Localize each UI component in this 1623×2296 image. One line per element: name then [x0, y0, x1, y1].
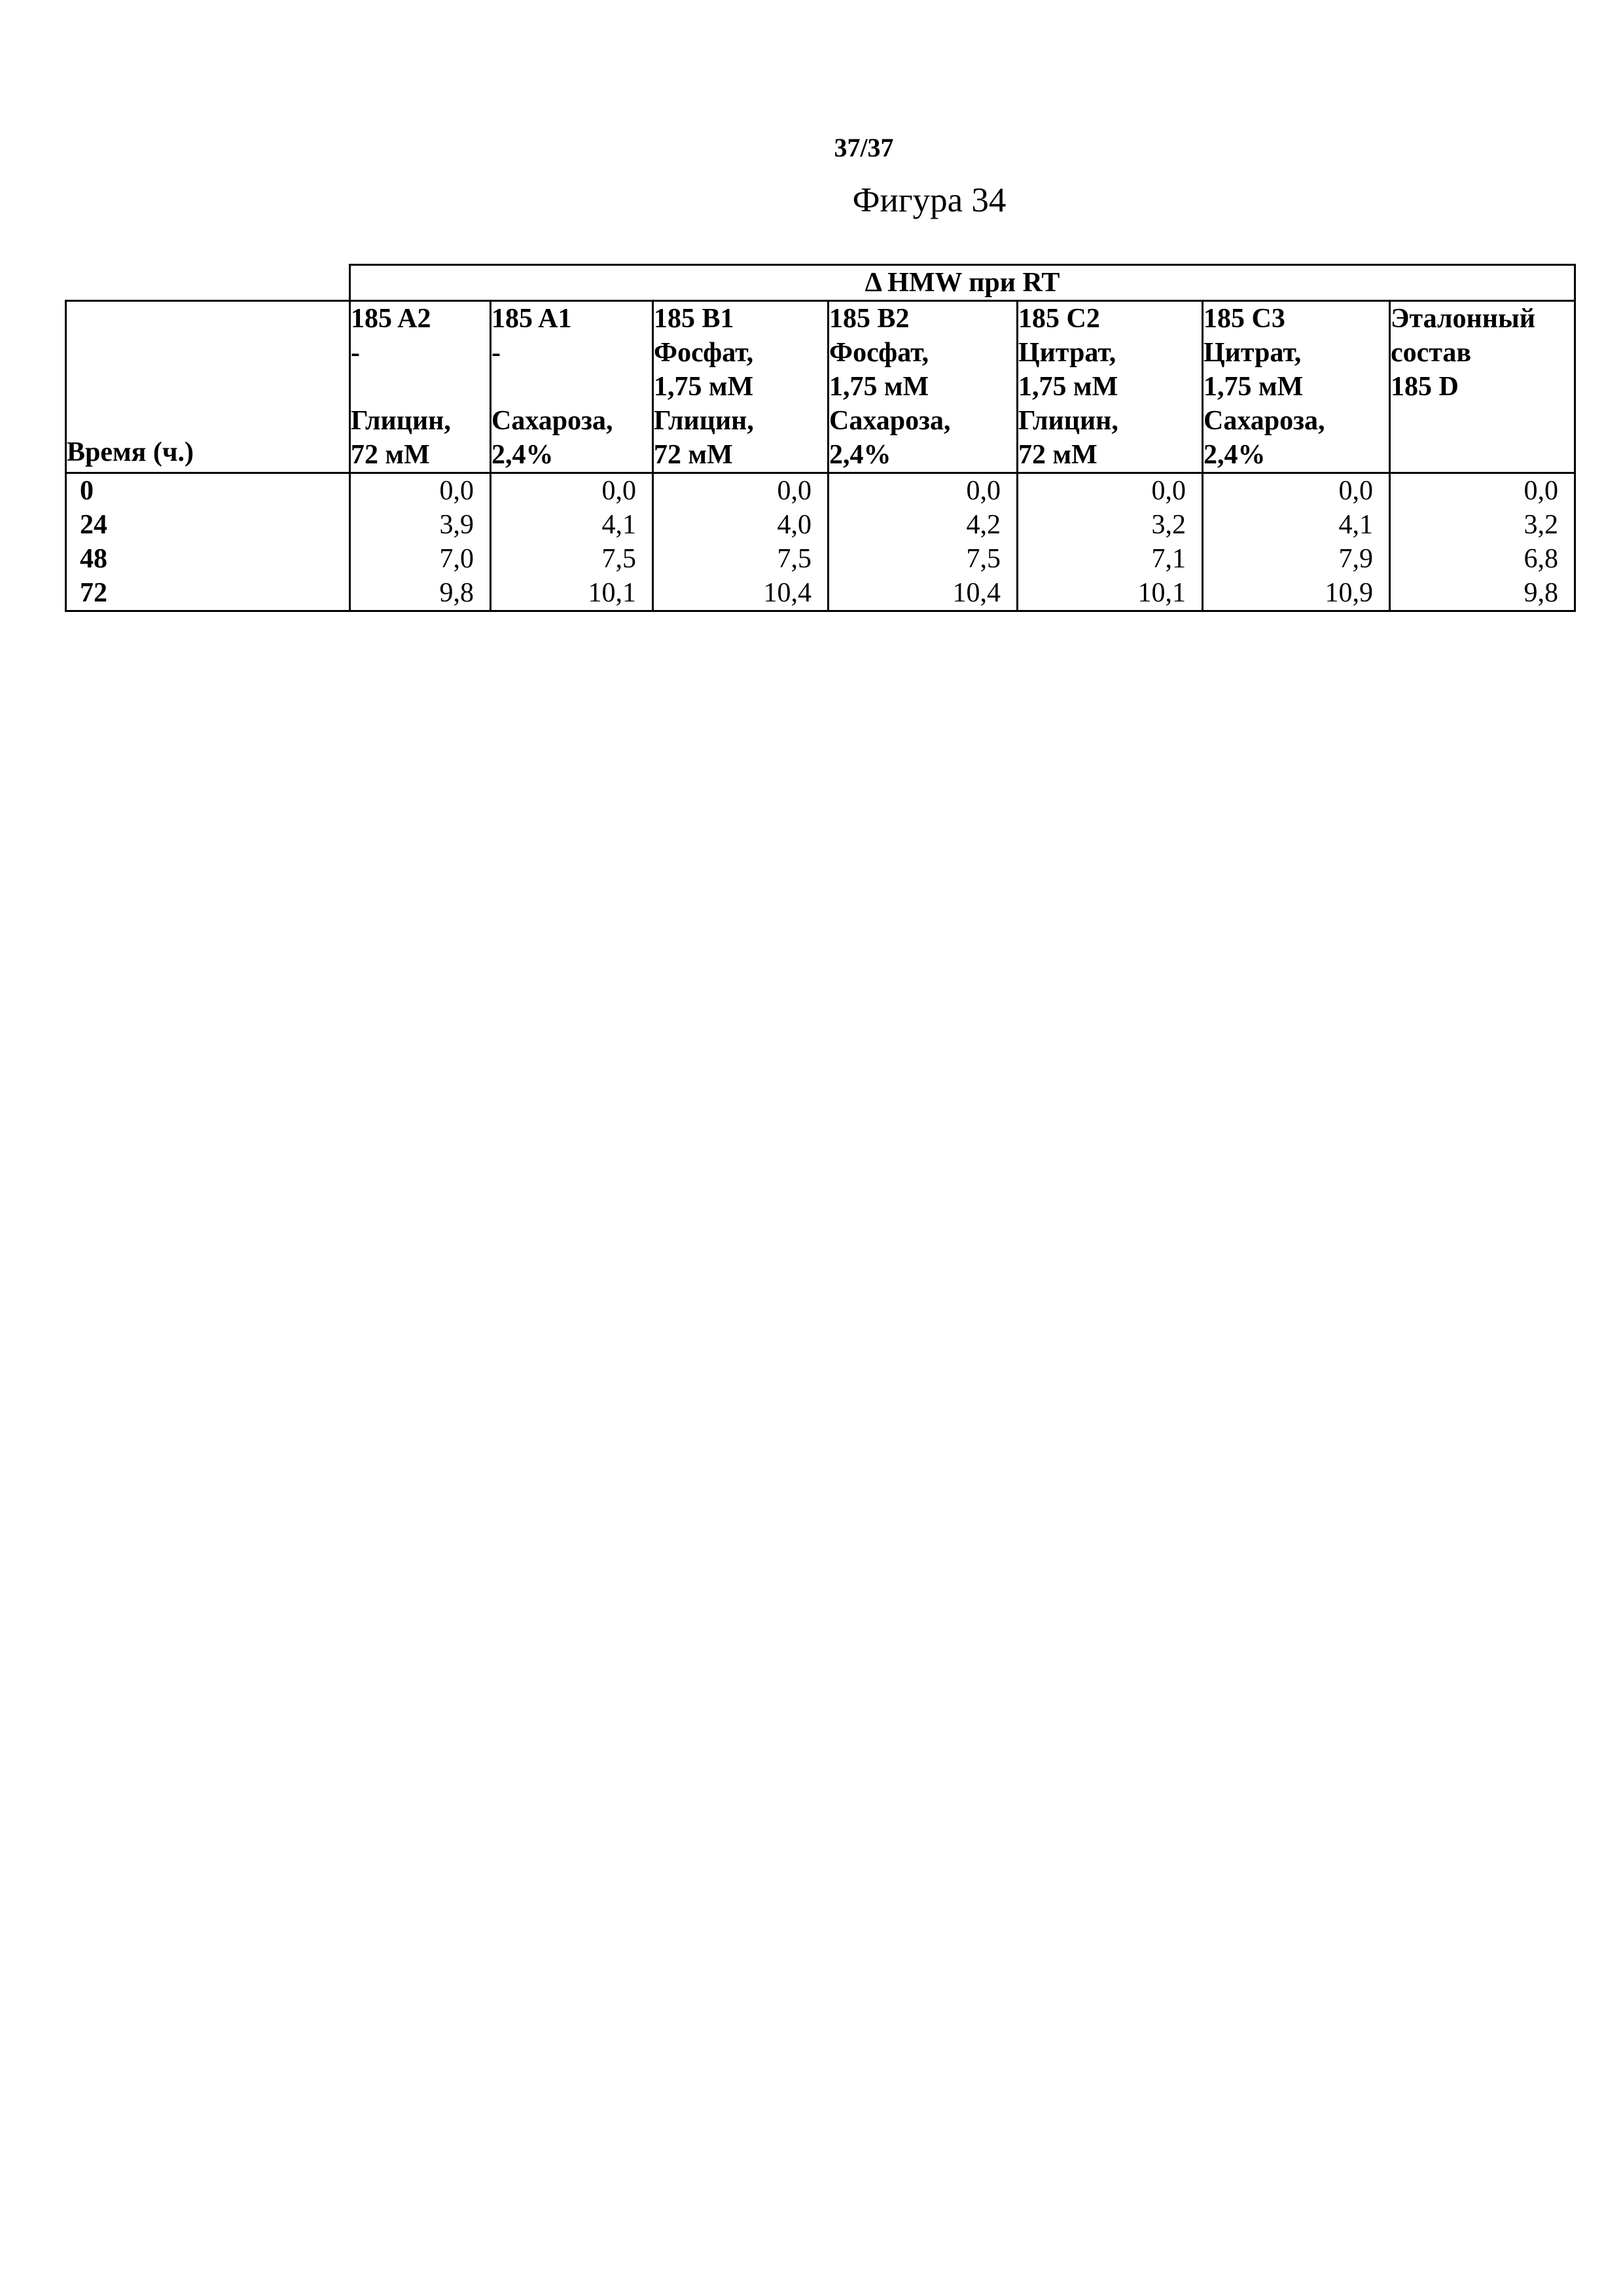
column-header-line: 1,75 мМ: [1018, 372, 1118, 402]
value-cell: 9,8: [1390, 576, 1575, 611]
column-header-line: 185 A2: [351, 304, 431, 334]
value-cell: 0,0: [1018, 473, 1203, 509]
value-cell: 6,8: [1390, 542, 1575, 576]
column-header-line: 72 мМ: [351, 440, 430, 470]
time-cell: 0: [66, 473, 350, 509]
column-header-line: 72 мМ: [654, 440, 733, 470]
column-header-line: Сахароза,: [491, 406, 613, 436]
table-row: [66, 576, 1575, 611]
column-header-row: [66, 301, 1575, 473]
figure-title: Фигура 34: [852, 181, 1007, 219]
value-cell: 0,0: [1203, 473, 1390, 509]
value-cell: 3,2: [1018, 508, 1203, 542]
time-cell: 24: [66, 508, 350, 542]
value-cell: 4,2: [829, 508, 1018, 542]
column-header-line: 2,4%: [1204, 440, 1266, 470]
column-header: [1203, 301, 1390, 473]
value-cell: 10,4: [653, 576, 829, 611]
value-cell: 4,1: [1203, 508, 1390, 542]
column-header-line: -: [491, 338, 501, 368]
column-header-line: 72 мМ: [1018, 440, 1097, 470]
column-header: [829, 301, 1018, 473]
value-cell: 0,0: [829, 473, 1018, 509]
value-cell: 7,5: [491, 542, 653, 576]
value-cell: 10,4: [829, 576, 1018, 611]
value-cell: 4,1: [491, 508, 653, 542]
data-table: [65, 264, 1576, 612]
column-header-line: Цитрат,: [1204, 338, 1302, 368]
column-header-line: Фосфат,: [829, 338, 929, 368]
group-header: Δ HMW при RT: [350, 265, 1575, 301]
column-header-line: Сахароза,: [1204, 406, 1325, 436]
table-row: [66, 542, 1575, 576]
column-header-line: [1391, 404, 1574, 438]
column-header-line: 185 B1: [654, 304, 734, 334]
value-cell: 0,0: [653, 473, 829, 509]
column-header-line: Глицин,: [1018, 406, 1118, 436]
value-cell: 7,1: [1018, 542, 1203, 576]
value-cell: 10,1: [1018, 576, 1203, 611]
column-header-line: Сахароза,: [829, 406, 951, 436]
value-cell: 7,5: [653, 542, 829, 576]
column-header: [350, 301, 491, 473]
value-cell: 0,0: [491, 473, 653, 509]
time-cell: 72: [66, 576, 350, 611]
column-header: [491, 301, 653, 473]
value-cell: 7,5: [829, 542, 1018, 576]
value-cell: 9,8: [350, 576, 491, 611]
value-cell: 7,9: [1203, 542, 1390, 576]
column-header-line: [491, 370, 652, 404]
value-cell: 7,0: [350, 542, 491, 576]
column-header-line: Эталонный: [1391, 304, 1535, 334]
column-header-line: 185 B2: [829, 304, 910, 334]
time-column-header: Время (ч.): [66, 301, 350, 473]
column-header: [1390, 301, 1575, 473]
column-header-line: состав: [1391, 338, 1472, 368]
table-row: [66, 473, 1575, 509]
column-header-line: [1391, 438, 1574, 472]
value-cell: 0,0: [350, 473, 491, 509]
column-header-line: 185 A1: [491, 304, 572, 334]
value-cell: 4,0: [653, 508, 829, 542]
column-header-line: 2,4%: [829, 440, 891, 470]
empty-corner-cell: [66, 265, 350, 301]
time-cell: 48: [66, 542, 350, 576]
column-header-line: Глицин,: [351, 406, 451, 436]
column-header-line: [351, 370, 490, 404]
column-header-line: 185 D: [1391, 372, 1459, 402]
column-header-line: -: [351, 338, 360, 368]
column-header-line: Глицин,: [654, 406, 754, 436]
column-header-line: 185 C3: [1204, 304, 1285, 334]
value-cell: 3,2: [1390, 508, 1575, 542]
column-header: [1018, 301, 1203, 473]
column-header: [653, 301, 829, 473]
column-header-line: Фосфат,: [654, 338, 754, 368]
group-header-row: [66, 265, 1575, 301]
column-header-line: 185 C2: [1018, 304, 1100, 334]
value-cell: 3,9: [350, 508, 491, 542]
page-number: 37/37: [834, 133, 894, 162]
column-header-line: 2,4%: [491, 440, 554, 470]
column-header-line: 1,75 мМ: [654, 372, 754, 402]
column-header-line: Цитрат,: [1018, 338, 1116, 368]
column-header-line: 1,75 мМ: [1204, 372, 1304, 402]
table-row: [66, 508, 1575, 542]
column-header-line: 1,75 мМ: [829, 372, 929, 402]
value-cell: 10,1: [491, 576, 653, 611]
value-cell: 10,9: [1203, 576, 1390, 611]
value-cell: 0,0: [1390, 473, 1575, 509]
